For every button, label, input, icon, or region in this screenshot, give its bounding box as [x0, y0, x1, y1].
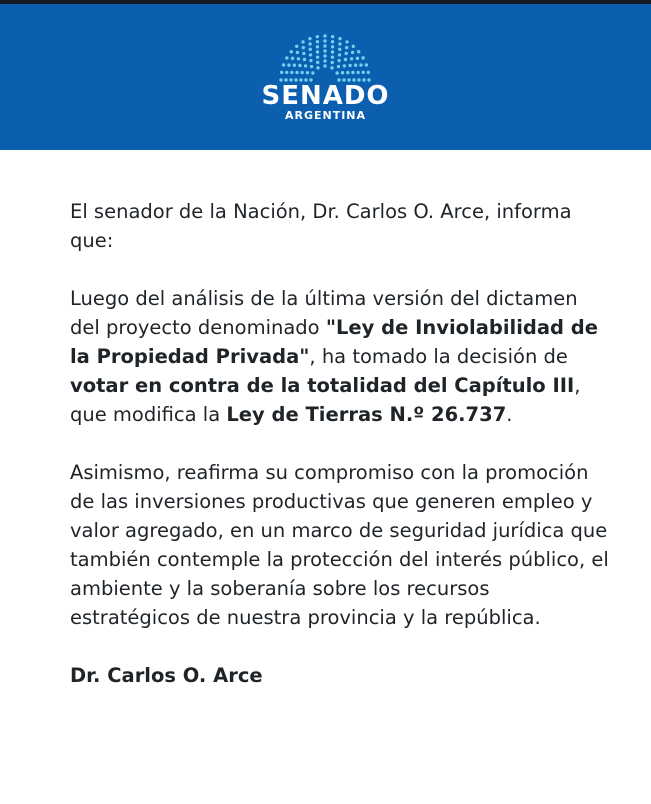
logo-dot: [316, 50, 319, 53]
logo-dot: [331, 40, 334, 43]
logo-dot: [331, 35, 334, 38]
logo-dot: [293, 64, 296, 67]
logo-dot: [285, 71, 288, 74]
logo-dot: [367, 71, 370, 74]
logo-dot: [350, 57, 353, 60]
logo-dot: [345, 52, 348, 55]
logo-dot: [291, 57, 294, 60]
logo-dot: [306, 71, 309, 74]
logo-dot: [309, 53, 312, 56]
logo-dot: [357, 50, 360, 53]
text-segment: .: [506, 403, 513, 426]
bold-vote-decision: votar en contra de la totalidad del Capítulo III: [70, 374, 575, 397]
logo-dot: [345, 46, 348, 49]
logo-dot: [298, 64, 301, 67]
logo-dot: [338, 37, 341, 40]
senado-logo: [0, 4, 651, 150]
logo-dot: [280, 71, 283, 74]
logo-dot: [303, 58, 306, 61]
logo-dot: [301, 40, 304, 43]
text-segment: , que modifica la: [70, 374, 581, 426]
logo-dot: [290, 71, 293, 74]
logo-subtitle: ARGENTINA: [284, 109, 367, 122]
logo-dot: [351, 71, 354, 74]
logo-dot: [345, 40, 348, 43]
signature: Dr. Carlos O. Arce: [70, 664, 263, 687]
logo-dot: [365, 63, 368, 66]
text-segment: Luego del análisis de la última versión del dictamen del proyecto denominado: [70, 287, 578, 339]
logo-dot: [311, 71, 314, 74]
logo-dot: [335, 71, 338, 74]
logo-dot: [309, 48, 312, 51]
logo-dot: [354, 64, 357, 67]
logo-dot: [337, 65, 340, 68]
logo-dot: [338, 42, 341, 45]
logo-title: SENADO: [261, 81, 390, 111]
logo-dot: [338, 53, 341, 56]
logo-dot: [308, 42, 311, 45]
logo-dot: [309, 59, 312, 62]
bold-law-name: "Ley de Inviolabilidad de la Propiedad Privada": [70, 316, 598, 368]
logo-dot: [331, 61, 334, 64]
logo-dot: [343, 64, 346, 67]
logo-dot: [338, 48, 341, 51]
logo-dot: [331, 45, 334, 48]
logo-dot: [331, 50, 334, 53]
logo-dot: [302, 46, 305, 49]
logo-dot: [285, 56, 288, 59]
logo-dot: [351, 51, 354, 54]
header-banner: [0, 4, 651, 150]
logo-dot: [302, 52, 305, 55]
logo-dot: [323, 34, 326, 37]
logo-dot: [341, 71, 344, 74]
logo-dot: [361, 56, 364, 59]
logo-dot: [356, 57, 359, 60]
logo-dot: [323, 59, 326, 62]
statement-body: [70, 197, 610, 719]
logo-dot: [308, 37, 311, 40]
logo-dot: [331, 55, 334, 58]
logo-dot: [290, 50, 293, 53]
logo-dot: [316, 35, 319, 38]
semicircle-dots-icon: [276, 34, 374, 82]
logo-dot: [316, 61, 319, 64]
logo-dot: [344, 58, 347, 61]
logo-dot: [323, 44, 326, 47]
logo-dot: [297, 57, 300, 60]
logo-dot: [323, 64, 326, 67]
paragraph-decision: [70, 284, 610, 429]
logo-dot: [323, 39, 326, 42]
paragraph-intro: El senador de la Nación, Dr. Carlos O. Arce, informa que:: [70, 200, 572, 252]
logo-dot: [348, 64, 351, 67]
logo-dot: [287, 63, 290, 66]
logo-dot: [337, 59, 340, 62]
logo-dot: [330, 66, 333, 69]
logo-dot: [352, 45, 355, 48]
text-segment: , ha tomado la decisión de: [309, 345, 568, 368]
logo-dot: [323, 54, 326, 57]
logo-dot: [356, 71, 359, 74]
logo-dot: [323, 49, 326, 52]
logo-dot: [300, 71, 303, 74]
logo-dot: [359, 63, 362, 66]
logo-dot: [316, 40, 319, 43]
bold-law-reference: Ley de Tierras N.º 26.737: [226, 403, 507, 426]
logo-dot: [362, 71, 365, 74]
logo-dot: [316, 55, 319, 58]
logo-dot: [282, 63, 285, 66]
logo-dot: [310, 65, 313, 68]
logo-dot: [316, 45, 319, 48]
logo-dot: [316, 66, 319, 69]
logo-dot: [304, 64, 307, 67]
logo-dot: [346, 71, 349, 74]
paragraph-commitment: Asimismo, reafirma su compromiso con la promoción de las inversiones productivas que generen empleo y valor agregado, en un marco de seguridad jurídica que también contemple la protección del interés público, el ambiente y la soberanía sobre los recursos estratégicos de nuestra provincia y la república.: [70, 461, 609, 629]
logo-dot: [296, 51, 299, 54]
logo-dot: [295, 45, 298, 48]
logo-dot: [295, 71, 298, 74]
